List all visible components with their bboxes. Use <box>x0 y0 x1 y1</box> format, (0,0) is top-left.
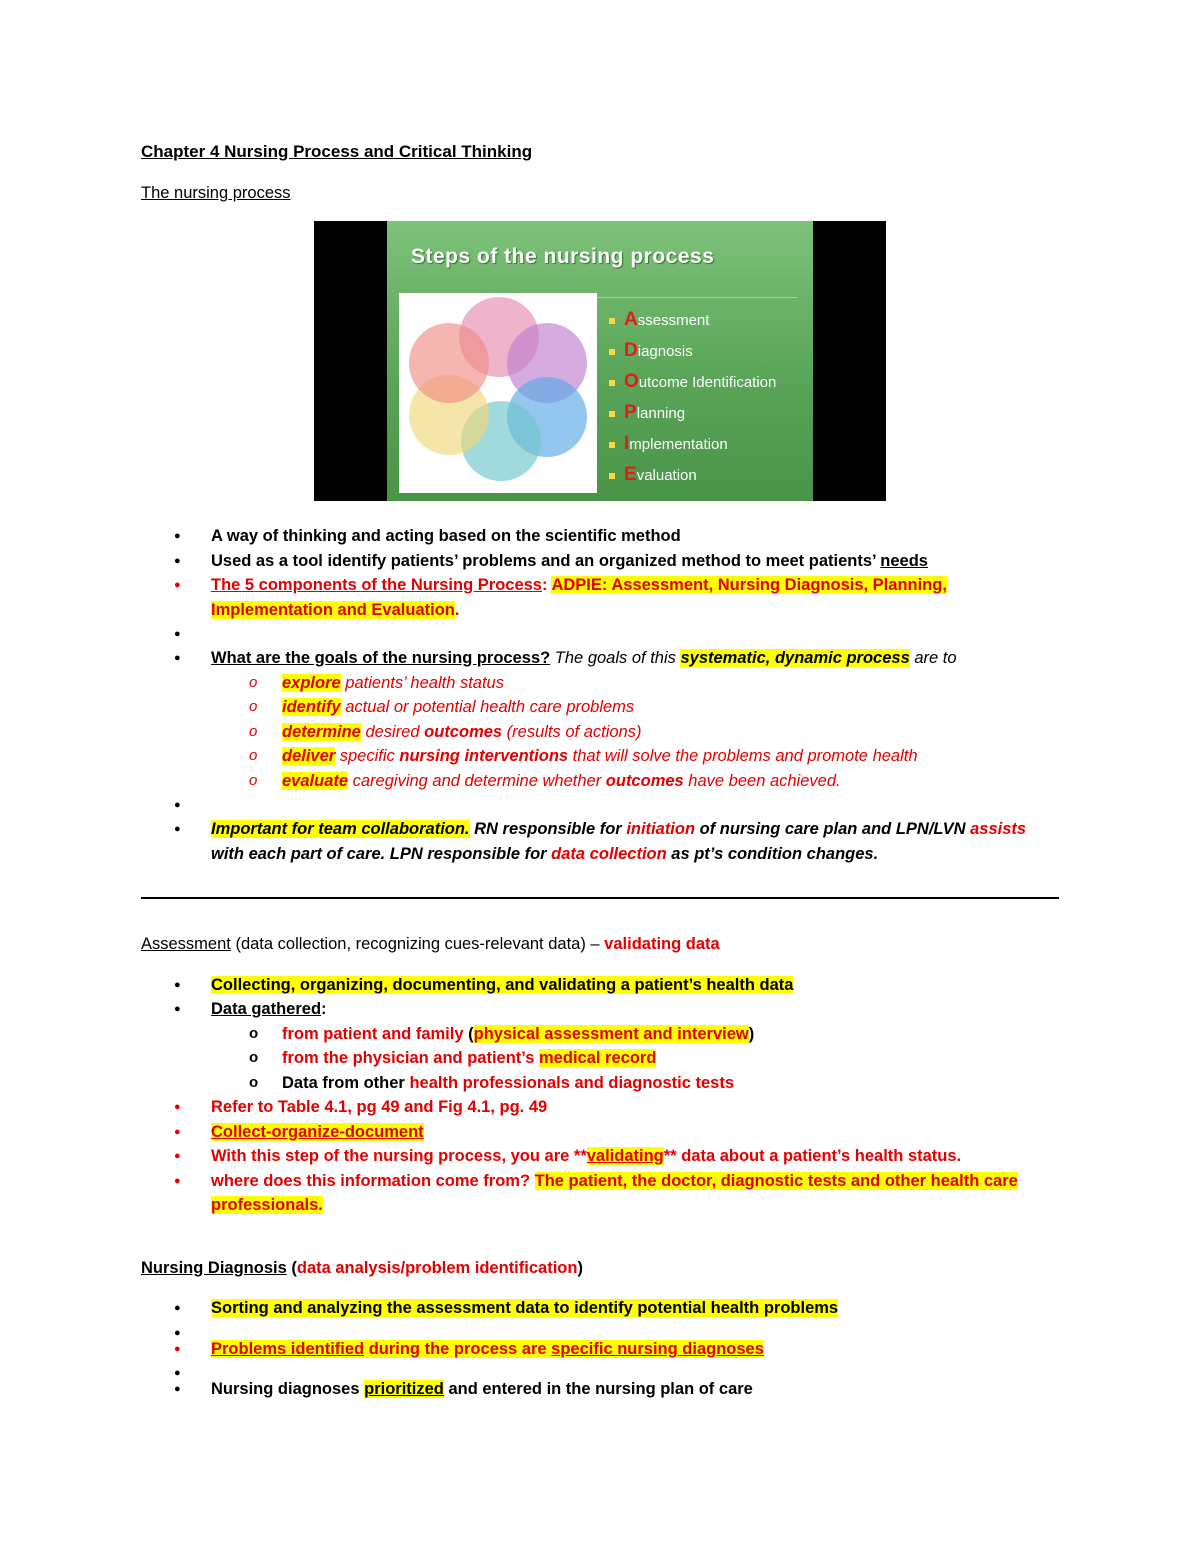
list-item: o Data from other health professionals and diagnostic tests <box>141 1071 1059 1096</box>
list-item: ● The 5 components of the Nursing Process: ADPIE: Assessment, Nursing Diagnosis, Planning, Implementation and Evaluation. <box>141 573 1059 622</box>
list-item: o deliver specific nursing interventions that will solve the problems and promote health <box>141 744 1059 769</box>
list-item: o evaluate caregiving and determine whether outcomes have been achieved. <box>141 769 1059 794</box>
list-item: o from the physician and patient’s medical record <box>141 1046 1059 1071</box>
slide-step-item: Outcome Identification <box>609 367 776 398</box>
spacer <box>141 165 1059 181</box>
list-item: o from patient and family (physical assessment and interview) <box>141 1022 1059 1047</box>
slide-step-item: Diagnosis <box>609 336 776 367</box>
list-item: ● Used as a tool identify patients’ problems and an organized method to meet patients’ needs <box>141 549 1059 574</box>
section-heading-assessment: Assessment (data collection, recognizing cues-relevant data) – validating data <box>141 935 720 953</box>
slide-step-item: Implementation <box>609 429 776 460</box>
list-item: ● where does this information come from? The patient, the doctor, diagnostic tests and other health care professionals. <box>141 1169 1059 1218</box>
diagnosis-bullet-list <box>141 1296 1059 1402</box>
list-item: ● What are the goals of the nursing process? The goals of this systematic, dynamic process are to o explore patients’ health status o identify actual or potential health care problems o determine desired outcomes (results of actions) o deliver specific nursing interventions that will solve the problems and promote health o evaluate caregiving and determine whether outcomes have been achieved. <box>141 646 1059 793</box>
spacer <box>141 1280 1059 1296</box>
intro-bullet-list <box>141 524 1059 866</box>
list-item: ● Problems identified during the process are specific nursing diagnoses <box>141 1337 1059 1362</box>
list-item: ● Nursing diagnoses prioritized and entered in the nursing plan of care <box>141 1377 1059 1402</box>
list-item: o explore patients’ health status <box>141 671 1059 696</box>
list-item: ● With this step of the nursing process, you are **validating** data about a patient’s health status. <box>141 1144 1059 1169</box>
section-heading-nursing-process: The nursing process <box>141 183 291 202</box>
list-item: o determine desired outcomes (results of actions) <box>141 720 1059 745</box>
list-item: ● Important for team collaboration. RN responsible for initiation of nursing care plan and LPN/LVN assists with each part of care. LPN responsible for data collection as pt’s condition changes. <box>141 817 1059 866</box>
list-item: ● Collect-organize-document <box>141 1120 1059 1145</box>
goals-sub-list <box>141 671 1059 794</box>
spacer <box>141 793 1059 817</box>
spacer <box>141 866 1059 932</box>
image-spacer <box>141 205 1059 524</box>
assessment-bullet-list <box>141 973 1059 1218</box>
slide-step-item: Assessment <box>609 305 776 336</box>
spacer <box>141 1218 1059 1256</box>
slide-title: Steps of the nursing process <box>411 245 715 268</box>
spacer <box>141 1361 1059 1377</box>
list-item: ● Data gathered: o from patient and family (physical assessment and interview) o from the physician and patient’s medical record o Data from other health professionals and diagnostic tests <box>141 997 1059 1095</box>
section-heading-nursing-diagnosis: Nursing Diagnosis (data analysis/problem identification) <box>141 1258 583 1277</box>
slide-step-item: Planning <box>609 398 776 429</box>
spacer <box>141 1321 1059 1337</box>
data-gathered-sub-list <box>141 1022 1059 1096</box>
list-item: ● A way of thinking and acting based on the scientific method <box>141 524 1059 549</box>
spacer <box>141 622 1059 646</box>
slide-step-item: Evaluation <box>609 460 776 491</box>
list-item: ● Sorting and analyzing the assessment data to identify potential health problems <box>141 1296 1059 1321</box>
chapter-title: Chapter 4 Nursing Process and Critical Thinking <box>141 142 533 161</box>
list-item: o identify actual or potential health care problems <box>141 695 1059 720</box>
spacer <box>141 957 1059 973</box>
document-body <box>141 140 1059 1402</box>
list-item: ● Refer to Table 4.1, pg 49 and Fig 4.1, pg. 49 <box>141 1095 1059 1120</box>
list-item: ● Collecting, organizing, documenting, and validating a patient’s health data <box>141 973 1059 998</box>
